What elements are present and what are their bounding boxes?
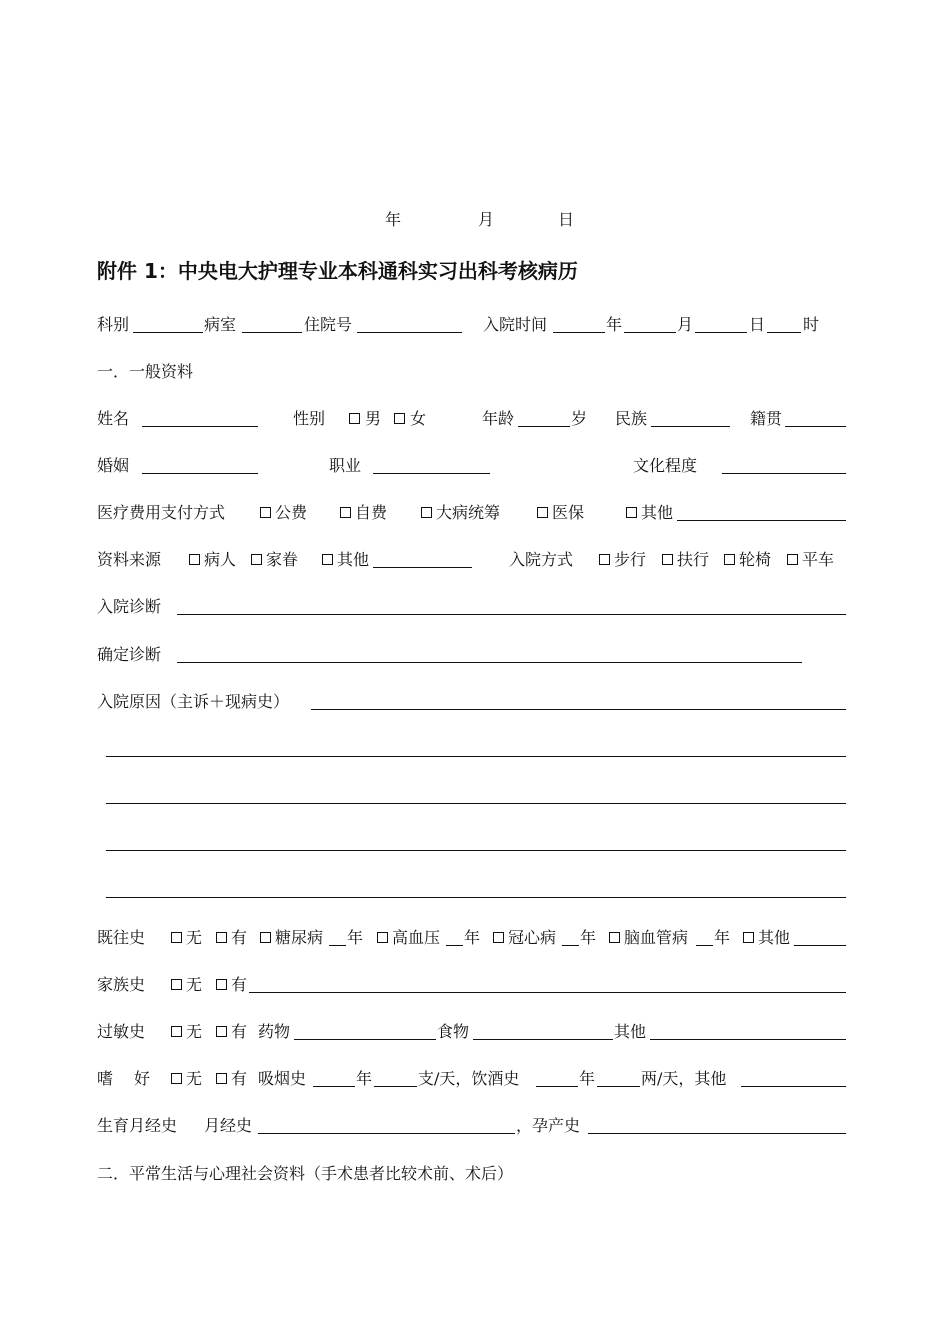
page-heading: 附件 1：中央电大护理专业本科通科实习出科考核病历 [97,259,578,283]
mode-wheelchair-label: 轮椅 [739,550,772,569]
drinking-years-field[interactable] [536,1086,578,1087]
dept-field[interactable] [133,332,203,333]
final-diagnosis-field[interactable] [177,662,802,663]
mode-walk-label: 步行 [614,550,647,569]
native-place-field[interactable] [785,426,846,427]
habits-have-checkbox[interactable] [216,1073,227,1084]
female-label: 女 [410,409,427,428]
allergy-other-label: 其他 [614,1022,647,1041]
admit-month-field[interactable] [624,332,676,333]
hypertension-years-field[interactable] [446,945,463,946]
admit-hour-unit: 时 [803,315,820,334]
admit-hour-field[interactable] [767,332,801,333]
female-checkbox[interactable] [394,413,405,424]
occupation-label: 职业 [329,456,362,475]
past-other-field[interactable] [794,945,846,946]
native-place-label: 籍贯 [750,409,783,428]
past-none-label: 无 [186,928,203,947]
section2-title: 二．平常生活与心理社会资料（手术患者比较术前、术后） [97,1164,514,1183]
final-diagnosis-label: 确定诊断 [97,645,162,664]
payment-major-illness-label: 大病统筹 [436,503,501,522]
date-month: 月 [478,210,495,229]
payment-label: 医疗费用支付方式 [97,503,226,522]
admit-month-unit: 月 [677,315,694,334]
habits-label-2: 好 [134,1069,151,1088]
admit-reason-field[interactable] [311,709,846,710]
admit-day-unit: 日 [749,315,766,334]
past-other-label: 其他 [758,928,791,947]
date-year: 年 [385,210,402,229]
name-field[interactable] [142,426,258,427]
payment-major-illness-checkbox[interactable] [421,507,432,518]
drinking-unit-other-label: 两/天，其他 [641,1069,727,1088]
payment-insurance-checkbox[interactable] [537,507,548,518]
allergy-other-field[interactable] [650,1039,846,1040]
diabetes-label: 糖尿病 [275,928,324,947]
source-patient-checkbox[interactable] [189,554,200,565]
cerebro-checkbox[interactable] [609,932,620,943]
smoking-amount-field[interactable] [374,1086,417,1087]
name-label: 姓名 [97,409,130,428]
date-day: 日 [558,210,575,229]
drinking-year-unit: 年 [579,1069,596,1088]
occupation-field[interactable] [373,473,490,474]
source-family-label: 家眷 [266,550,299,569]
admit-reason-line-3[interactable] [106,803,846,804]
habits-label-1: 嗜 [97,1069,114,1088]
allergy-drug-label: 药物 [258,1022,291,1041]
past-other-checkbox[interactable] [743,932,754,943]
age-unit: 岁 [571,409,588,428]
diabetes-years-field[interactable] [329,945,346,946]
inpatient-no-label: 住院号 [304,315,353,334]
source-other-label: 其他 [337,550,370,569]
ward-field[interactable] [242,332,302,333]
source-label: 资料来源 [97,550,162,569]
chd-year-unit: 年 [580,928,597,947]
payment-public-checkbox[interactable] [260,507,271,518]
cerebro-years-field[interactable] [696,945,713,946]
section1-title: 一．一般资料 [97,362,194,381]
marriage-label: 婚姻 [97,456,130,475]
reproductive-label: 生育月经史 [97,1116,178,1135]
admit-reason-line-4[interactable] [106,850,846,851]
smoking-label: 吸烟史 [258,1069,307,1088]
male-label: 男 [365,409,382,428]
mode-stretcher-checkbox[interactable] [787,554,798,565]
payment-public-label: 公费 [275,503,308,522]
allergy-none-checkbox[interactable] [171,1026,182,1037]
payment-other-checkbox[interactable] [626,507,637,518]
diabetes-checkbox[interactable] [260,932,271,943]
pregnancy-label: ，孕产史 [516,1116,581,1135]
dept-label: 科别 [97,315,130,334]
age-field[interactable] [518,426,570,427]
payment-self-label: 自费 [355,503,388,522]
male-checkbox[interactable] [349,413,360,424]
education-label: 文化程度 [633,456,698,475]
chd-checkbox[interactable] [493,932,504,943]
ward-label: 病室 [204,315,237,334]
cerebro-label: 脑血管病 [624,928,689,947]
allergy-have-checkbox[interactable] [216,1026,227,1037]
family-have-label: 有 [231,975,248,994]
family-have-checkbox[interactable] [216,979,227,990]
mode-assisted-label: 扶行 [677,550,710,569]
family-history-label: 家族史 [97,975,146,994]
ethnicity-label: 民族 [615,409,648,428]
family-none-checkbox[interactable] [171,979,182,990]
allergy-drug-field[interactable] [294,1039,436,1040]
allergy-have-label: 有 [231,1022,248,1041]
habits-none-checkbox[interactable] [171,1073,182,1084]
admit-year-field[interactable] [553,332,605,333]
admit-mode-label: 入院方式 [509,550,574,569]
source-patient-label: 病人 [204,550,237,569]
mode-wheelchair-checkbox[interactable] [724,554,735,565]
past-history-label: 既往史 [97,928,146,947]
hypertension-checkbox[interactable] [377,932,388,943]
admit-diagnosis-field[interactable] [177,614,846,615]
chd-label: 冠心病 [508,928,557,947]
smoking-year-unit: 年 [356,1069,373,1088]
allergy-food-label: 食物 [437,1022,470,1041]
hypertension-label: 高血压 [392,928,441,947]
family-history-field[interactable] [249,992,846,993]
smoking-years-field[interactable] [313,1086,355,1087]
admit-reason-line-5[interactable] [106,897,846,898]
admit-year-unit: 年 [606,315,623,334]
payment-other-field[interactable] [677,520,846,521]
habits-have-label: 有 [231,1069,248,1088]
habits-none-label: 无 [186,1069,203,1088]
past-have-checkbox[interactable] [216,932,227,943]
cerebro-year-unit: 年 [714,928,731,947]
admit-reason-line-2[interactable] [106,756,846,757]
mode-assisted-checkbox[interactable] [662,554,673,565]
inpatient-no-field[interactable] [357,332,462,333]
family-none-label: 无 [186,975,203,994]
menstrual-field[interactable] [258,1133,515,1134]
allergy-label: 过敏史 [97,1022,146,1041]
payment-other-label: 其他 [641,503,674,522]
drinking-amount-field[interactable] [597,1086,640,1087]
age-label: 年龄 [482,409,515,428]
source-other-field[interactable] [373,567,472,568]
chd-years-field[interactable] [562,945,579,946]
diabetes-year-unit: 年 [347,928,364,947]
menstrual-label: 月经史 [204,1116,253,1135]
payment-insurance-label: 医保 [552,503,585,522]
smoking-unit-drinking-label: 支/天，饮酒史 [418,1069,520,1088]
habits-other-field[interactable] [741,1086,846,1087]
sex-label: 性别 [293,409,326,428]
payment-self-checkbox[interactable] [340,507,351,518]
education-field[interactable] [722,473,846,474]
past-none-checkbox[interactable] [171,932,182,943]
marriage-field[interactable] [142,473,258,474]
source-other-checkbox[interactable] [322,554,333,565]
pregnancy-field[interactable] [588,1133,846,1134]
past-have-label: 有 [231,928,248,947]
source-family-checkbox[interactable] [251,554,262,565]
admit-diagnosis-label: 入院诊断 [97,597,162,616]
mode-walk-checkbox[interactable] [599,554,610,565]
allergy-none-label: 无 [186,1022,203,1041]
ethnicity-field[interactable] [651,426,730,427]
hypertension-year-unit: 年 [464,928,481,947]
admit-reason-label: 入院原因（主诉＋现病史） [97,692,290,711]
admit-time-label: 入院时间 [483,315,548,334]
allergy-food-field[interactable] [473,1039,613,1040]
admit-day-field[interactable] [695,332,747,333]
mode-stretcher-label: 平车 [802,550,835,569]
